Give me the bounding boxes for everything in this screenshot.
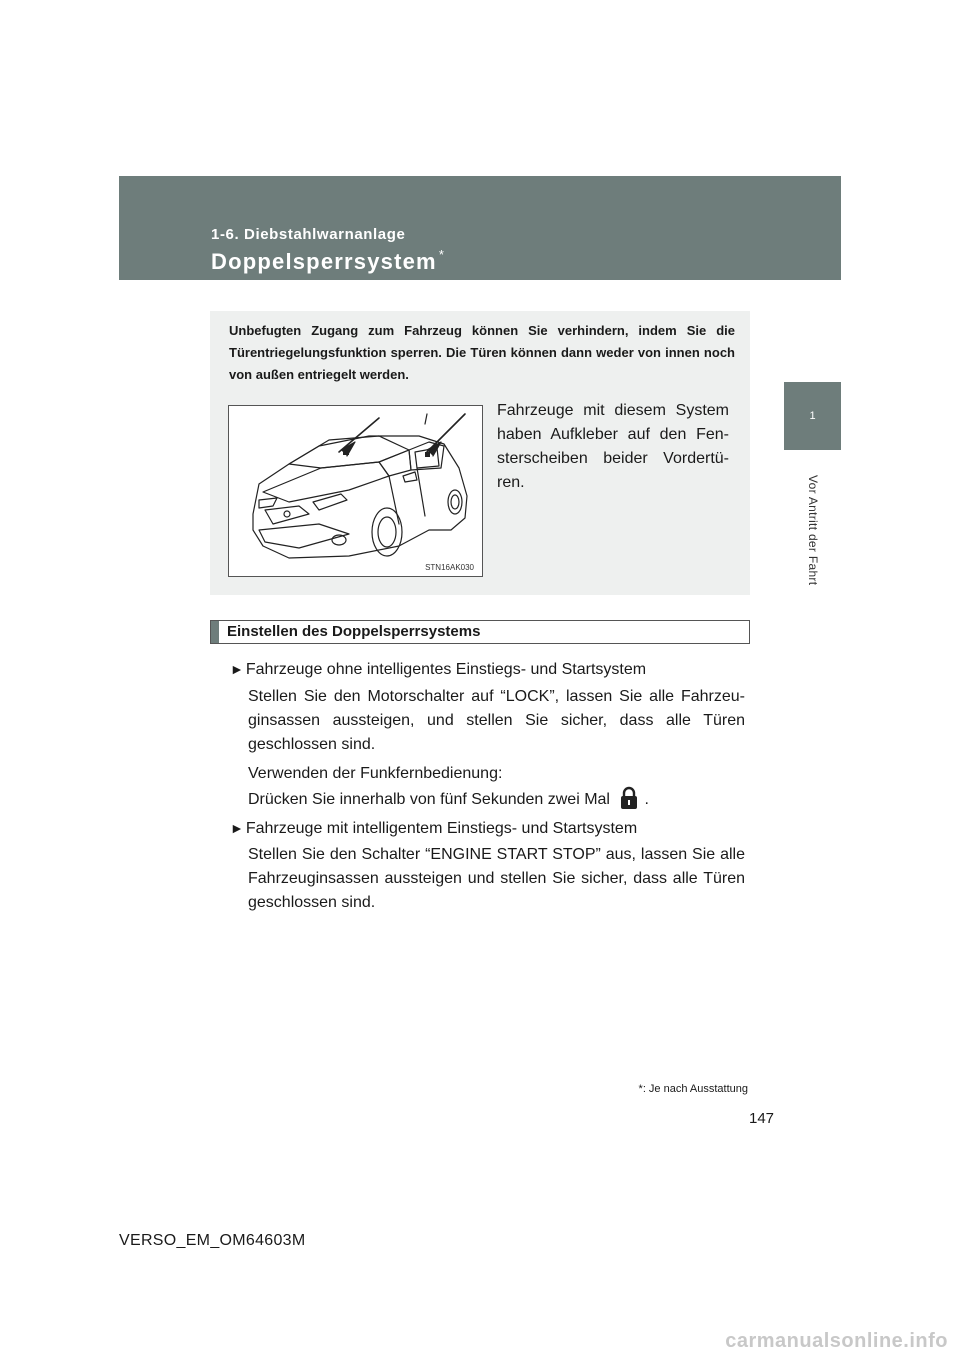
intro-box [210,311,750,595]
triangle-bullet-icon: ► [230,820,244,836]
list-item-title [230,816,745,841]
figure-code: STN16AK030 [425,563,474,572]
page-title [211,249,445,275]
remote-label: Verwenden der Funkfernbedienung: [248,765,503,782]
list-item-title [230,657,745,682]
remote-instruction-text: Drücken Sie innerhalb von fünf Sekunden zwei Mal [248,791,610,808]
item-paragraph: Stellen Sie den Motorschalter auf “LOCK”, lassen Sie alle Fahrzeu-ginsassen aussteigen, und stellen Sie sicher, dass alle Türen geschlossen sind. [248,688,745,753]
remote-instruction [248,786,745,812]
subsection-heading [210,620,750,644]
document-code: VERSO_EM_OM64603M [119,1232,306,1249]
heading-bar [211,621,219,643]
footnote [639,1083,748,1095]
chapter-tab: 1 [784,382,841,450]
page-number: 147 [749,1110,775,1127]
remote-instruction-end: . [644,791,649,808]
chapter-header [119,176,841,280]
car-illustration [228,405,483,577]
item-paragraph: Stellen Sie den Schalter “ENGINE START STOP” aus, lassen Sie alle Fahrzeuginsassen aussteigen und stellen Sie sicher, dass alle Türen geschlossen sind. [248,846,745,911]
lock-icon [618,786,640,810]
footnote-mark: * [638,1083,643,1095]
page-title-text: Doppelsperrsystem [211,249,437,274]
section-number: 1-6. Diebstahlwarnanlage [211,226,406,243]
intro-text: Unbefugten Zugang zum Fahrzeug können Sie verhindern, indem Sie die Türentriegelungsfunktion sperren. Die Türen können dann weder von innen noch von außen entriegelt werden. [229,323,735,382]
watermark: carmanualsonline.info [725,1330,948,1352]
title-footnote-mark: * [438,247,446,262]
figure-note: Fahrzeuge mit diesem System haben Aufkleber auf den Fen-sterscheiben beider Vordertü-ren. [497,402,729,491]
triangle-bullet-icon: ► [230,661,244,677]
car-drawing [229,406,482,576]
subsection-heading-text: Einstellen des Doppelsperrsystems [227,623,481,640]
item-title-text: Fahrzeuge mit intelligentem Einstiegs- und Startsystem [245,820,638,837]
item-title-text: Fahrzeuge ohne intelligentes Einstiegs- und Startsystem [245,661,647,678]
chapter-tab-label: Vor Antritt der Fahrt [806,475,820,586]
footnote-text: : Je nach Ausstattung [642,1083,748,1095]
